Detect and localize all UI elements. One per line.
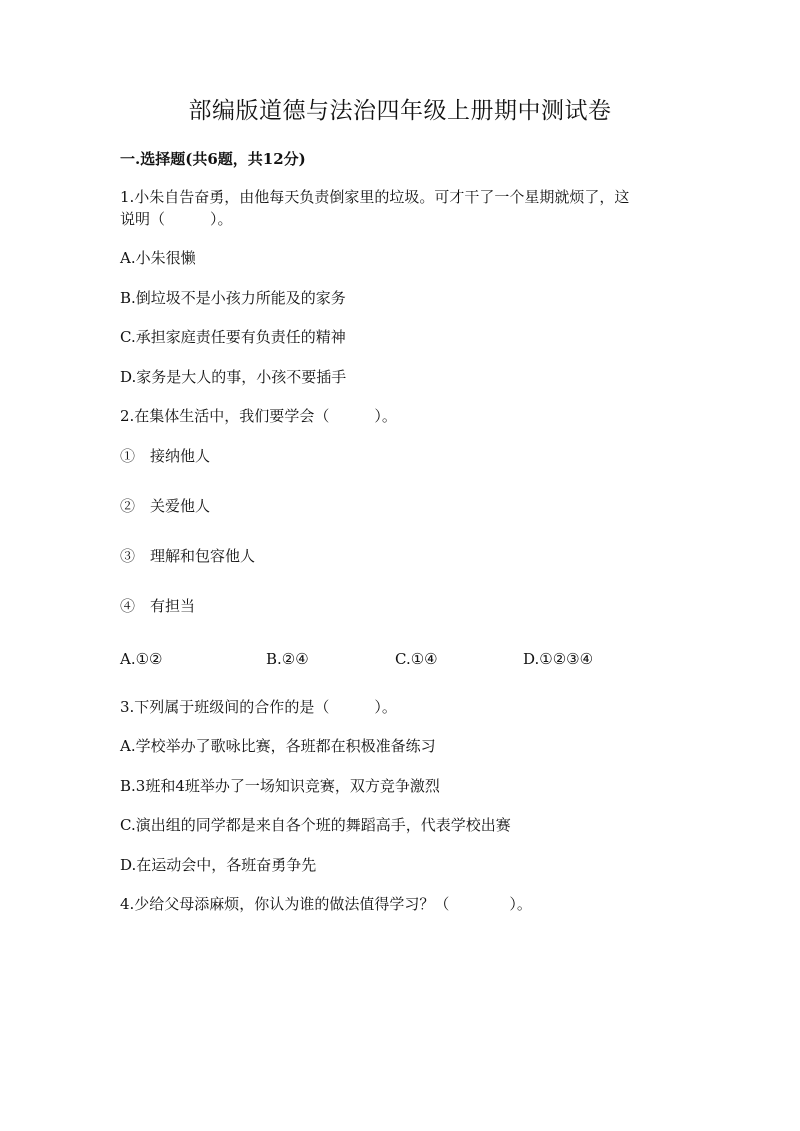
question-4-stem: 4.少给父母添麻烦，你认为谁的做法值得学习？（ ）。 bbox=[120, 895, 532, 913]
question-2-stem: 2.在集体生活中，我们要学会（ ）。 bbox=[120, 407, 397, 425]
question-2-option-c: C.①④ bbox=[395, 650, 438, 668]
question-1-option-c: C.承担家庭责任要有负责任的精神 bbox=[120, 328, 346, 346]
question-3-stem: 3.下列属于班级间的合作的是（ ）。 bbox=[120, 698, 397, 716]
section-header: 一.选择题(共6题，共12分) bbox=[120, 150, 306, 168]
page-title: 部编版道德与法治四年级上册期中测试卷 bbox=[188, 98, 612, 124]
question-1-stem-line-1: 1.小朱自告奋勇，由他每天负责倒家里的垃圾。可才干了一个星期就烦了，这 bbox=[120, 188, 630, 206]
question-1-option-b: B.倒垃圾不是小孩力所能及的家务 bbox=[120, 289, 346, 307]
question-1-stem-line-2: 说明（ ）。 bbox=[120, 210, 233, 228]
question-2-item-4: ④ 有担当 bbox=[120, 597, 196, 615]
question-2-option-d: D.①②③④ bbox=[523, 650, 594, 668]
question-1-option-d: D.家务是大人的事，小孩不要插手 bbox=[120, 368, 347, 386]
question-2-item-3: ③ 理解和包容他人 bbox=[120, 547, 256, 565]
question-2-option-b: B.②④ bbox=[266, 650, 309, 668]
question-3-option-a: A.学校举办了歌咏比赛，各班都在积极准备练习 bbox=[120, 737, 436, 755]
question-3-option-d: D.在运动会中，各班奋勇争先 bbox=[120, 856, 317, 874]
question-1-option-a: A.小朱很懒 bbox=[120, 249, 196, 267]
question-3-option-b: B.3班和4班举办了一场知识竞赛，双方竞争激烈 bbox=[120, 777, 440, 795]
question-2-item-1: ① 接纳他人 bbox=[120, 447, 211, 465]
question-2-option-a: A.①② bbox=[120, 650, 163, 668]
question-3-option-c: C.演出组的同学都是来自各个班的舞蹈高手，代表学校出赛 bbox=[120, 816, 511, 834]
question-2-item-2: ② 关爱他人 bbox=[120, 497, 211, 515]
question-2-options-row bbox=[120, 648, 680, 670]
